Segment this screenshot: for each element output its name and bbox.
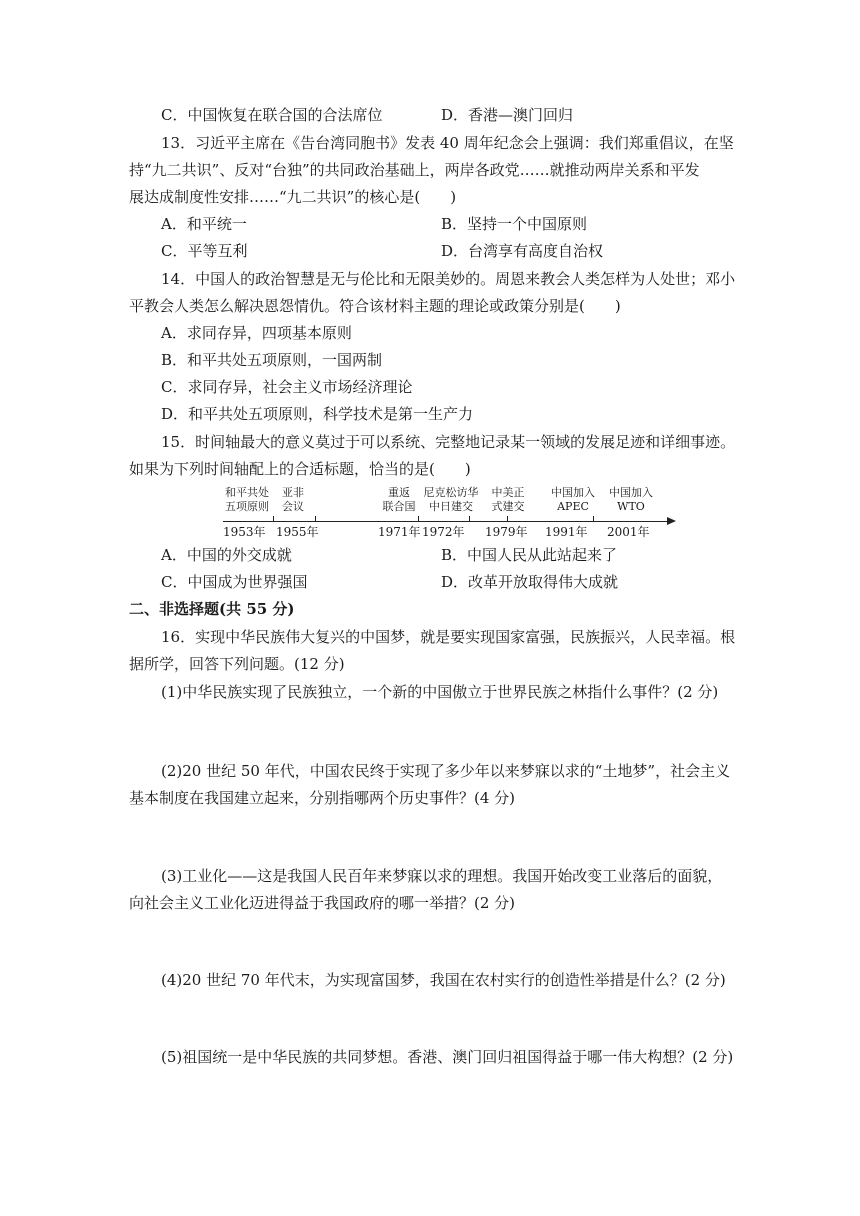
timeline-event-6 bbox=[545, 486, 601, 514]
timeline-event-7 bbox=[603, 486, 659, 514]
q15-stem-line2: 如果为下列时间轴配上的合适标题，恰当的是( ) bbox=[129, 460, 471, 478]
timeline-tick bbox=[593, 516, 594, 521]
q14-option-b: B．和平共处五项原则，一国两制 bbox=[161, 351, 383, 369]
timeline-year-4: 1972年 bbox=[422, 525, 465, 539]
timeline-event-3-line1: 重返 bbox=[388, 486, 410, 499]
timeline-event-3-line2: 联合国 bbox=[382, 500, 416, 513]
timeline-tick bbox=[315, 516, 316, 521]
q16-part5: (5)祖国统一是中华民族的共同梦想。香港、澳门回归祖国得益于哪一伟大构想？(2 分) bbox=[161, 1048, 734, 1066]
timeline-event-4 bbox=[418, 486, 484, 514]
timeline-event-1 bbox=[219, 486, 275, 514]
timeline-tick bbox=[418, 516, 419, 521]
q13-stem-line3: 展达成制度性安排……“九二共识”的核心是( ) bbox=[129, 188, 457, 206]
q16-stem-line1: 16．实现中华民族伟大复兴的中国梦，就是要实现国家富强，民族振兴，人民幸福。根 bbox=[161, 628, 736, 646]
q13-stem-line2: 持“九二共识”、反对“台独”的共同政治基础上，两岸各政党……就推动两岸关系和平发 bbox=[129, 161, 700, 179]
timeline-year-1: 1953年 bbox=[223, 525, 266, 539]
timeline-event-2-line1: 亚非 bbox=[282, 486, 304, 499]
q15-option-d: D．改革开放取得伟大成就 bbox=[441, 573, 619, 591]
timeline-tick bbox=[469, 516, 470, 521]
q15-option-b: B．中国人民从此站起来了 bbox=[441, 546, 618, 564]
timeline-tick bbox=[273, 516, 274, 521]
timeline-year-7: 2001年 bbox=[607, 525, 650, 539]
timeline-year-2: 1955年 bbox=[276, 525, 319, 539]
q16-part2-line1: (2)20 世纪 50 年代，中国农民终于实现了多少年以来梦寐以求的“土地梦”，社会主义 bbox=[161, 762, 731, 780]
timeline-event-4-line2: 中日建交 bbox=[429, 500, 473, 513]
q16-part2-line2: 基本制度在我国建立起来，分别指哪两个历史事件？(4 分) bbox=[129, 789, 516, 807]
timeline-event-3 bbox=[378, 486, 420, 514]
timeline-year-5: 1979年 bbox=[485, 525, 528, 539]
q13-option-b: B．坚持一个中国原则 bbox=[441, 215, 588, 233]
timeline-event-5 bbox=[485, 486, 531, 514]
q16-stem-line2: 据所学，回答下列问题。(12 分) bbox=[129, 655, 345, 673]
q16-part3-line2: 向社会主义工业化迈进得益于我国政府的哪一举措？(2 分) bbox=[129, 894, 516, 912]
q13-option-a: A．和平统一 bbox=[161, 215, 247, 233]
timeline-event-1-line1: 和平共处 bbox=[225, 486, 269, 499]
timeline-event-4-line1: 尼克松访华 bbox=[423, 486, 479, 499]
timeline-event-5-line2: 式建交 bbox=[491, 500, 525, 513]
q15-option-c: C．中国成为世界强国 bbox=[161, 573, 308, 591]
q13-option-d: D．台湾享有高度自治权 bbox=[441, 242, 604, 260]
q14-option-a: A．求同存异，四项基本原则 bbox=[161, 324, 352, 342]
q16-part1: (1)中华民族实现了民族独立，一个新的中国傲立于世界民族之林指什么事件？(2 分) bbox=[161, 683, 719, 701]
q14-stem-line2: 平教会人类怎么解决恩怨情仇。符合该材料主题的理论或政策分别是( ) bbox=[129, 297, 621, 315]
timeline-axis bbox=[223, 521, 669, 522]
q15-stem-line1: 15．时间轴最大的意义莫过于可以系统、完整地记录某一领域的发展足迹和详细事迹。 bbox=[161, 433, 736, 451]
timeline-event-6-line2: APEC bbox=[557, 500, 589, 513]
q14-stem-line1: 14．中国人的政治智慧是无与伦比和无限美妙的。周恩来教会人类怎样为人处世；邓小 bbox=[161, 270, 736, 288]
timeline-figure bbox=[215, 486, 675, 544]
timeline-tick bbox=[507, 516, 508, 521]
section-title: 二、非选择题(共 55 分) bbox=[129, 600, 295, 618]
timeline-event-2-line2: 会议 bbox=[282, 500, 304, 513]
q14-option-c: C．求同存异，社会主义市场经济理论 bbox=[161, 378, 413, 396]
timeline-year-6: 1991年 bbox=[545, 525, 588, 539]
timeline-event-6-line1: 中国加入 bbox=[551, 486, 595, 499]
q16-part4: (4)20 世纪 70 年代末，为实现富国梦，我国在农村实行的创造性举措是什么？(2 分) bbox=[161, 971, 726, 989]
timeline-event-5-line1: 中美正 bbox=[491, 486, 525, 499]
q12-option-c: C．中国恢复在联合国的合法席位 bbox=[161, 106, 383, 124]
q14-option-d: D．和平共处五项原则，科学技术是第一生产力 bbox=[161, 405, 474, 423]
timeline-event-7-line1: 中国加入 bbox=[609, 486, 653, 499]
q12-option-d: D．香港—澳门回归 bbox=[441, 106, 574, 124]
timeline-event-1-line2: 五项原则 bbox=[225, 500, 269, 513]
q15-option-a: A．中国的外交成就 bbox=[161, 546, 292, 564]
timeline-event-2 bbox=[277, 486, 309, 514]
timeline-arrow-icon bbox=[667, 517, 676, 525]
q13-option-c: C．平等互利 bbox=[161, 242, 248, 260]
q13-stem-line1: 13．习近平主席在《告台湾同胞书》发表 40 周年纪念会上强调：我们郑重倡议，在坚 bbox=[161, 134, 734, 152]
timeline-event-7-line2: WTO bbox=[617, 500, 645, 513]
timeline-year-3: 1971年 bbox=[378, 525, 421, 539]
q16-part3-line1: (3)工业化——这是我国人民百年来梦寐以求的理想。我国开始改变工业落后的面貌， bbox=[161, 867, 723, 885]
